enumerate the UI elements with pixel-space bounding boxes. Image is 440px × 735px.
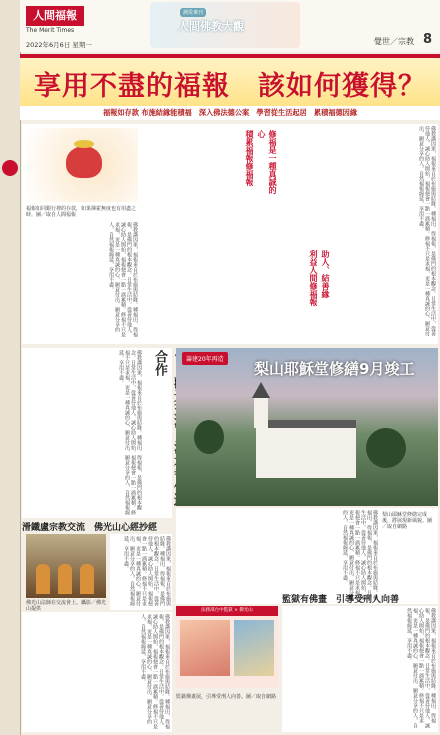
photo-title: 梨山耶穌堂修繕9月竣工: [254, 360, 415, 378]
main-subheadline: 福報如存款 布施結緣能積福 深入佛法德公案 學習從生活起居 累積福德因緣: [20, 106, 440, 120]
masthead-title: 人間佛教大觀: [178, 20, 244, 33]
exhibit-painting: [234, 620, 274, 676]
prison-banner: 法務部台中監獄 × 佛光山: [176, 606, 278, 616]
main-headline: 享用不盡的福報 該如何獲得？: [34, 71, 426, 102]
gold-lid-icon: [74, 140, 94, 148]
exchange-photo: [26, 534, 106, 598]
church-article: [176, 508, 438, 604]
feature-body-text: 佛教講因果，福報來自於布施與結緣。種福田、得福報，是佛門的根本觀念。日常生活中，從善待他人、誠心助人開始，福報便會一點一滴累積。修福不只是求福，更是一種真誠的心，願意付出、願意分享的人，自然福報綿延，享用不盡。: [418, 126, 436, 336]
church-spire-icon: [252, 382, 270, 398]
page-header: [20, 0, 440, 52]
prison-caption: 監獄佛畫展，引導受刑人向善。圖／取自網路: [176, 694, 277, 700]
monk-figure-icon: [58, 564, 72, 594]
treasure-pot-icon: [66, 146, 102, 178]
church-illustration: [256, 426, 356, 478]
exchange-side: [110, 534, 172, 610]
section-title-2: 積累福報修福報: [245, 130, 254, 186]
photo-badge: 籌建20年再造: [182, 352, 228, 365]
exchange-title: 滑鐵盧宗教交流 佛光山心經抄經: [22, 523, 158, 533]
tourism-body: 佛教講因果，福報來自於布施與結緣。種福田、得福報，是佛門的根本觀念。日常生活中，從善待他人、誠心助人開始，福報便會一點一滴累積。修福不只是求福，更是一種真誠的心，願意付出、願意分享的人，自然福報綿延，享用不盡。: [118, 350, 142, 515]
prison-photo: [176, 606, 278, 688]
tree-icon: [194, 420, 224, 454]
main-headline-banner: [20, 58, 440, 106]
newspaper-logo: 人間福報: [26, 6, 84, 26]
section-title-4: 利益人間修福報: [309, 250, 318, 306]
newspaper-logo-en: The Merit Times: [26, 27, 75, 34]
prison-title: 監獄有佛畫 引導受刑人向善: [282, 595, 400, 605]
prison-article: [282, 606, 438, 732]
section-title-3: 助人、結善緣: [321, 250, 330, 298]
exchange-side-body: 佛教講因果，福報來自於布施與結緣。種福田、得福報，是佛門的根本觀念。日常生活中，從善待他人、誠心助人開始，福報便會一點一滴累積。修福不只是求福，更是一種真誠的心，願意付出、願意分享的人，自然福報綿延，享用不盡。: [123, 536, 171, 606]
tourism-title: 合作: [152, 350, 167, 376]
section-name: 覺世／宗教: [374, 37, 414, 46]
buddha-painting: [180, 620, 230, 676]
church-tower: [254, 398, 268, 428]
feature-body-left: 佛教講因果，福報來自於布施與結緣。種福田、得福報，是佛門的根本觀念。日常生活中，從善待他人、誠心助人開始，福報便會一點一滴累積。修福不只是求福，更是一種真誠的心，願意付出、願意分享的人，自然福報綿延，享用不盡。: [108, 222, 138, 337]
masthead-art: [150, 2, 300, 48]
section-title-1: 修福是一種真誠的心: [257, 130, 277, 194]
monk-figure-icon: [80, 564, 94, 594]
exchange-body: 佛教講因果，福報來自於布施與結緣。種福田、得福報，是佛門的根本觀念。日常生活中，從善待他人、誠心助人開始，福報便會一點一滴累積。修福不只是求福，更是一種真誠的心，願意付出、願意分享的人，自然福報綿延，享用不盡。: [140, 614, 170, 729]
church-body: 佛教講因果，福報來自於布施與結緣。種福田、得福報，是佛門的根本觀念。日常生活中，從善待他人、誠心助人開始，福報便會一點一滴累積。修福不只是求福，更是一種真誠的心，願意付出、願意分享的人，自然福報綿延，享用不盡。: [342, 510, 378, 600]
main-photo: [176, 348, 438, 506]
page-edge-strip: [0, 0, 21, 735]
church-roof: [256, 420, 356, 428]
exchange-caption: 佛光山法師在交流會上。攝影／佛光山提供: [26, 600, 107, 612]
feature-illustration: [26, 128, 138, 202]
exchange-article: [22, 612, 172, 732]
masthead-tag: 潤愛專刊: [180, 8, 206, 17]
tree-icon: [366, 428, 406, 468]
mini-logo-icon: [2, 160, 18, 176]
illustration-caption: 福報如同銀行裡的存款，如果揮霍無度也有用盡之時。圖／取自人間福報: [26, 206, 137, 218]
church-photo-caption: 梨山耶穌堂修繕完成後，將展現新風貌。圖／取自網路: [382, 512, 433, 530]
issue-date: 2022年6月6日 星期一: [26, 41, 92, 49]
monk-figure-icon: [36, 564, 50, 594]
prison-body: 佛教講因果，福報來自於布施與結緣。種福田、得福報，是佛門的根本觀念。日常生活中，從善待他人、誠心助人開始，福報便會一點一滴累積。修福不只是求福，更是一種真誠的心，願意付出、願意分享的人，自然福報綿延，享用不盡。: [406, 608, 436, 728]
page-number: 8: [422, 32, 432, 47]
